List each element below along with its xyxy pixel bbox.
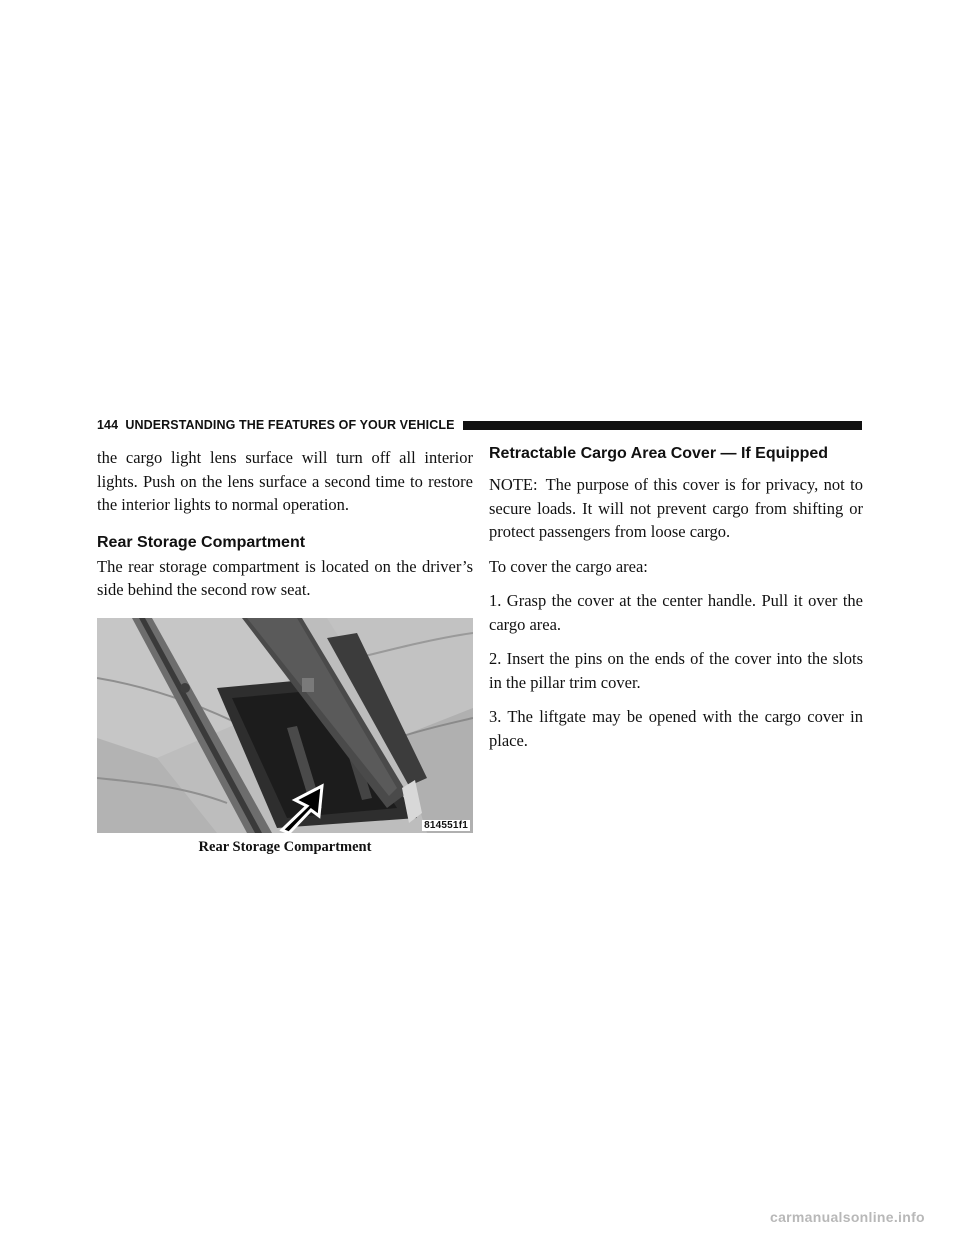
rear-storage-figure xyxy=(97,618,473,833)
page-number-and-section xyxy=(97,418,455,432)
cargo-cover-heading: Retractable Cargo Area Cover — If Equipped xyxy=(489,445,829,462)
header-rule xyxy=(463,421,862,430)
rear-storage-heading: Rear Storage Compartment xyxy=(97,533,306,551)
watermark: carmanualsonline.info xyxy=(770,1209,925,1225)
left-column xyxy=(97,446,473,856)
note-label: NOTE: xyxy=(489,475,538,494)
rear-storage-paragraph: The rear storage compartment is located on the driver’s side behind the second row seat. xyxy=(97,556,473,599)
step-1: 1. Grasp the cover at the center handle. Pull it over the cargo area. xyxy=(489,591,863,634)
page-number: 144 xyxy=(97,418,119,432)
step-2: 2. Insert the pins on the ends of the cover into the slots in the pillar trim cover. xyxy=(489,649,863,692)
page-header xyxy=(97,416,862,434)
cover-intro: To cover the cargo area: xyxy=(489,556,648,576)
figure-code: 814551f1 xyxy=(424,819,468,831)
note-text: The purpose of this cover is for privacy, not to secure loads. It will not prevent cargo from shifting or protect passengers from loose cargo. xyxy=(489,475,863,541)
figure-caption: Rear Storage Compartment xyxy=(198,838,372,855)
section-title: UNDERSTANDING THE FEATURES OF YOUR VEHICLE xyxy=(125,418,455,432)
intro-paragraph: the cargo light lens surface will turn off all interior lights. Push on the lens surface a second time to restore the interior lights to normal operation. xyxy=(97,448,473,514)
rear-storage-photo xyxy=(97,618,473,833)
right-column xyxy=(489,446,863,763)
note-paragraph xyxy=(489,473,863,544)
step-3: 3. The liftgate may be opened with the cargo cover in place. xyxy=(489,707,863,750)
